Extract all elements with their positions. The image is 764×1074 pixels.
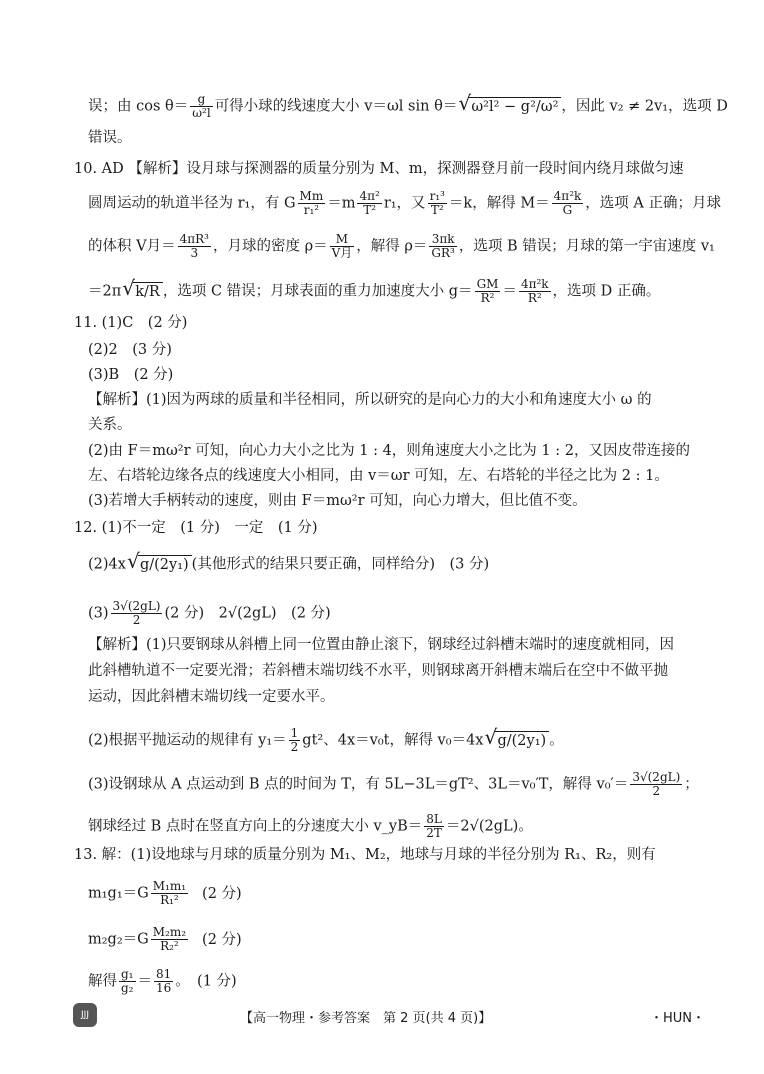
text-line: (3)若增大手柄转动的速度，则由 F＝mω²r 可知，向心力增大，但比值不变。 xyxy=(88,493,587,509)
text-run: (2 分) 2√(2gL) (2 分) xyxy=(164,605,331,622)
fraction xyxy=(289,727,301,754)
question-12-line: 12. (1)不一定 (1 分) 一定 (1 分) xyxy=(74,520,318,536)
numerator: 81 xyxy=(156,967,172,981)
denominator: 3 xyxy=(190,246,199,260)
text-line: 错误。 xyxy=(88,130,132,146)
numerator: 8L xyxy=(424,813,444,827)
numerator: 3√(2gL) xyxy=(632,770,681,784)
text-run: ＝2√(2gL)。 xyxy=(445,818,533,835)
denominator: g₂ xyxy=(121,981,134,995)
text-line xyxy=(88,813,533,840)
text-run: ，因此 v₂ ≠ 2v₁，选项 D xyxy=(561,98,728,115)
denominator: 2 xyxy=(290,740,299,754)
publisher-logo: JJJ xyxy=(73,1003,97,1027)
text-run: (2 分) xyxy=(202,885,242,902)
denominator: G xyxy=(562,203,573,217)
text-line: 运动，因此斜槽末端切线一定要水平。 xyxy=(88,689,335,705)
numerator: 3√(2gL) xyxy=(112,599,161,613)
question-10-line: 10. AD 【解析】设月球与探测器的质量分别为 M、m，探测器登月前一段时间内绕月球做匀速 xyxy=(74,161,684,177)
text-run: (3) xyxy=(88,605,109,622)
question-11-line: 11. (1)C (2 分) xyxy=(74,315,188,331)
denominator: T² xyxy=(363,203,377,217)
text-run: 。 xyxy=(549,732,564,749)
text-line: (3)B (2 分) xyxy=(88,367,174,383)
denominator: 2T xyxy=(426,826,442,840)
text-line xyxy=(88,926,242,953)
text-run: ＝k，解得 M＝ xyxy=(448,195,550,212)
denominator: 2 xyxy=(652,784,661,798)
sqrt-expression: √ k/R xyxy=(133,282,163,301)
fraction xyxy=(475,278,501,305)
fraction xyxy=(151,926,188,953)
text-line xyxy=(88,880,242,907)
text-run: 钢球经过 B 点时在竖直方向上的分速度大小 v_yB＝ xyxy=(88,818,423,835)
denominator: 16 xyxy=(156,981,172,995)
fraction xyxy=(154,968,173,995)
text-line xyxy=(88,278,660,305)
text-run: 可得小球的线速度大小 v＝ωl sin θ＝ xyxy=(214,98,458,115)
text-line: (2)2 (3 分) xyxy=(88,342,172,358)
denominator: T² xyxy=(430,203,444,217)
text-line xyxy=(88,233,715,260)
numerator: 4π²k xyxy=(520,277,549,291)
fraction xyxy=(552,190,584,217)
fraction xyxy=(424,813,444,840)
text-run: (3)设钢球从 A 点运动到 B 点的时间为 T，有 5L−3L＝gT²、3L＝v₀′T，解得 v₀′＝ xyxy=(88,776,629,793)
text-line: 左、右塔轮边缘各点的线速度大小相同，由 v＝ωr 可知，左、右塔轮的半径之比为 2 : 1。 xyxy=(88,468,669,484)
text-run: ＝m xyxy=(327,195,356,212)
text-run: ，选项 B 错误；月球的第一宇宙速度 v₁ xyxy=(458,238,715,255)
text-line xyxy=(88,727,564,754)
fraction xyxy=(428,190,447,217)
numerator: 4π² xyxy=(359,189,380,203)
denominator: R₂² xyxy=(160,939,179,953)
denominator: 2 xyxy=(132,613,141,627)
numerator: 1 xyxy=(290,726,299,740)
numerator: M₁m₁ xyxy=(152,879,187,893)
text-run: 。 (1 分) xyxy=(175,973,237,990)
numerator: M xyxy=(330,233,355,247)
text-run: ，选项 C 错误；月球表面的重力加速度大小 g＝ xyxy=(162,283,473,300)
text-line xyxy=(88,93,728,120)
text-line xyxy=(88,190,721,217)
denominator: R₁² xyxy=(160,893,179,907)
denominator: R² xyxy=(527,291,542,305)
text-run: ，选项 A 正确；月球 xyxy=(585,195,721,212)
text-line: 【解析】(1)只要钢球从斜槽上同一位置由静止滚下，钢球经过斜槽末端时的速度就相同，因 xyxy=(88,637,675,653)
text-line: (2)由 F＝mω²r 可知，向心力大小之比为 1 : 4，则角速度大小之比为 1 : 2，又因皮带连接的 xyxy=(88,443,690,459)
numerator: 4π²k xyxy=(553,189,582,203)
text-run: ＝ xyxy=(502,283,517,300)
sqrt-expression: √ ω²l² − g²/ω² xyxy=(469,97,561,116)
fraction xyxy=(330,233,355,260)
text-run: gt²、4x＝v₀t，解得 v₀＝4x xyxy=(302,732,484,749)
text-run: (2 分) xyxy=(202,931,242,948)
sqrt-expression: √ g/(2y₁) xyxy=(495,731,549,750)
fraction xyxy=(119,968,136,995)
text-line xyxy=(88,771,699,798)
text-run: (2)根据平抛运动的规律有 y₁＝ xyxy=(88,732,287,749)
fraction xyxy=(298,190,326,217)
numerator: r₁³ xyxy=(429,189,445,203)
denominator: ω²l xyxy=(192,106,211,120)
numerator: Mm xyxy=(299,189,324,203)
text-line: 此斜槽轨道不一定要光滑；若斜槽末端切线不水平，则钢球离开斜槽末端后在空中不做平抛 xyxy=(88,663,668,679)
fraction xyxy=(429,233,456,260)
fraction xyxy=(630,771,682,798)
text-run: ＝ xyxy=(137,973,152,990)
numerator: GM xyxy=(476,277,499,291)
numerator: g₁ xyxy=(121,967,134,981)
footer-page-info: 【高一物理・参考答案 第 2 页(共 4 页)】 xyxy=(240,1011,492,1026)
numerator: g xyxy=(190,93,212,107)
text-run: (其他形式的结果只要正确，同样给分) (3 分) xyxy=(191,556,490,573)
text-run: m₂g₂＝G xyxy=(88,931,149,948)
text-run: ，选项 D 正确。 xyxy=(552,283,661,300)
text-run: ，月球的密度 ρ＝ xyxy=(212,238,328,255)
numerator: 4πR³ xyxy=(179,232,209,246)
sqrt-expression: √ g/(2y₁) xyxy=(138,555,192,574)
fraction xyxy=(519,278,551,305)
text-run: m₁g₁＝G xyxy=(88,885,149,902)
text-run: ＝2π xyxy=(88,283,122,300)
numerator: M₂m₂ xyxy=(152,925,187,939)
denominator: V月 xyxy=(331,246,353,260)
footer-region-code: ・HUN・ xyxy=(650,1011,706,1026)
text-line xyxy=(88,555,489,574)
numerator: 3πk xyxy=(429,233,456,247)
text-line xyxy=(88,968,237,995)
denominator: GR³ xyxy=(431,246,455,260)
fraction xyxy=(357,190,381,217)
text-run: ，解得 ρ＝ xyxy=(356,238,428,255)
text-run: r₁，又 xyxy=(383,195,426,212)
denominator: R² xyxy=(480,291,495,305)
fraction xyxy=(190,93,212,120)
fraction xyxy=(151,880,188,907)
fraction xyxy=(111,600,163,627)
fraction xyxy=(178,233,211,260)
denominator: r₁² xyxy=(303,203,320,217)
text-run: 误；由 cos θ＝ xyxy=(88,98,189,115)
text-run: ； xyxy=(684,776,699,793)
text-line: 关系。 xyxy=(88,417,132,433)
text-run: 的体积 V月＝ xyxy=(88,238,176,255)
text-line: 【解析】(1)因为两球的质量和半径相同，所以研究的是向心力的大小和角速度大小 ω 的 xyxy=(88,392,652,408)
text-line xyxy=(88,600,331,627)
text-run: 圆周运动的轨道半径为 r₁，有 G xyxy=(88,195,296,212)
question-13-line: 13. 解：(1)设地球与月球的质量分别为 M₁、M₂，地球与月球的半径分别为 R₁、R₂，则有 xyxy=(74,847,656,863)
text-run: (2)4x xyxy=(88,556,126,573)
text-run: 解得 xyxy=(88,973,117,990)
